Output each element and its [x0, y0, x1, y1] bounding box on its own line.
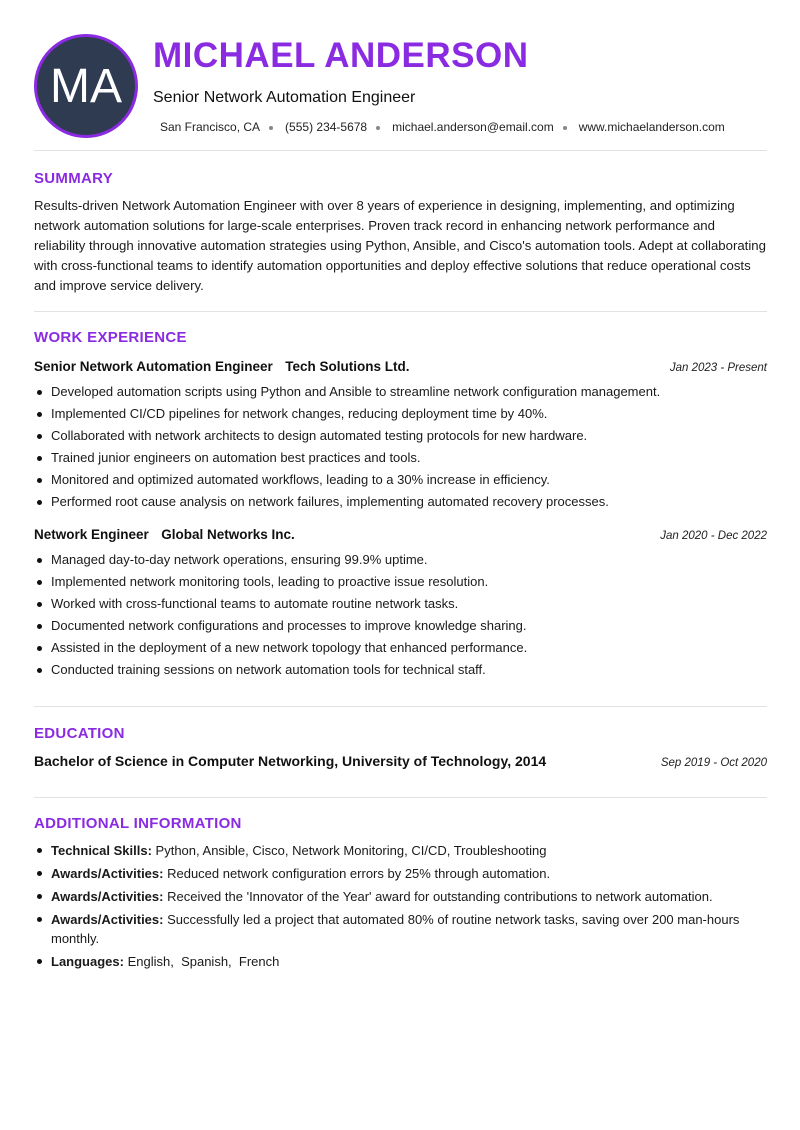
- list-item: Trained junior engineers on automation best practices and tools.: [34, 447, 767, 469]
- contact-row: [160, 120, 725, 134]
- additional-info-heading: ADDITIONAL INFORMATION: [34, 815, 242, 832]
- item-text: Received the 'Innovator of the Year' award for outstanding contributions to network automation.: [167, 889, 713, 904]
- list-item: Managed day-to-day network operations, ensuring 99.9% uptime.: [34, 549, 767, 571]
- avatar-initials: MA: [50, 59, 122, 113]
- item-label: Languages:: [51, 954, 124, 969]
- list-item: Performed root cause analysis on network failures, implementing automated recovery processes.: [34, 491, 767, 513]
- divider: [34, 311, 767, 312]
- list-item: [34, 887, 767, 906]
- list-item: Assisted in the deployment of a new network topology that enhanced performance.: [34, 637, 767, 659]
- item-text: Reduced network configuration errors by 25% through automation.: [167, 866, 551, 881]
- education-degree: Bachelor of Science in Computer Networking, University of Technology, 2014: [34, 753, 547, 769]
- divider: [34, 797, 767, 798]
- item-text: English, Spanish, French: [127, 954, 280, 969]
- job-header: [34, 526, 767, 544]
- list-item: [34, 910, 767, 948]
- divider: [34, 150, 767, 151]
- list-item: Collaborated with network architects to design automated testing protocols for new hardware.: [34, 425, 767, 447]
- summary-text: Results-driven Network Automation Engineer with over 8 years of experience in designing, implementing, and optimizing network automation solutions for large-scale enterprises. Proven track record in enhancing network performance and reliability through innovative automation strategies using Python, Ansible, and Cisco's automation tools. Adept at collaborating with cross-functional teams to identify automation opportunities and deploy effective solutions that reduce operational costs and improve service delivery.: [34, 198, 766, 293]
- job-bullets: [34, 549, 767, 681]
- list-item: [34, 952, 767, 971]
- job-title: Senior Network Automation Engineer: [153, 89, 416, 106]
- job-dates: Jan 2020 - Dec 2022: [660, 530, 767, 542]
- work-experience-heading: WORK EXPERIENCE: [34, 329, 187, 346]
- summary-heading: SUMMARY: [34, 170, 114, 187]
- list-item: Developed automation scripts using Python and Ansible to streamline network configuration management.: [34, 381, 767, 403]
- contact-phone[interactable]: (555) 234-5678: [285, 120, 368, 134]
- list-item: Worked with cross-functional teams to automate routine network tasks.: [34, 593, 767, 615]
- job-company: Global Networks Inc.: [161, 527, 295, 542]
- candidate-name: MICHAEL ANDERSON: [153, 36, 529, 75]
- item-text: Python, Ansible, Cisco, Network Monitoring, CI/CD, Troubleshooting: [155, 843, 547, 858]
- additional-info-list: [34, 841, 767, 975]
- list-item: Implemented CI/CD pipelines for network changes, reducing deployment time by 40%.: [34, 403, 767, 425]
- list-item: Monitored and optimized automated workflows, leading to a 30% increase in efficiency.: [34, 469, 767, 491]
- education-heading: EDUCATION: [34, 725, 125, 742]
- list-item: Implemented network monitoring tools, leading to proactive issue resolution.: [34, 571, 767, 593]
- separator-dot: [269, 126, 273, 130]
- education-dates: Sep 2019 - Oct 2020: [660, 757, 767, 769]
- contact-email[interactable]: michael.anderson@email.com: [392, 120, 554, 134]
- list-item: [34, 841, 767, 860]
- job-role: Network Engineer: [34, 527, 149, 542]
- list-item: Conducted training sessions on network automation tools for technical staff.: [34, 659, 767, 681]
- contact-website[interactable]: www.michaelanderson.com: [578, 120, 725, 134]
- education-row: [34, 753, 767, 769]
- job-company: Tech Solutions Ltd.: [285, 359, 410, 374]
- item-label: Awards/Activities:: [51, 912, 164, 927]
- item-label: Awards/Activities:: [51, 889, 164, 904]
- item-label: Awards/Activities:: [51, 866, 164, 881]
- divider: [34, 706, 767, 707]
- separator-dot: [376, 126, 380, 130]
- job-header: [34, 358, 767, 376]
- item-label: Technical Skills:: [51, 843, 152, 858]
- list-item: [34, 864, 767, 883]
- contact-location: San Francisco, CA: [160, 120, 261, 134]
- avatar: [34, 34, 138, 138]
- job-role: Senior Network Automation Engineer: [34, 359, 273, 374]
- item-text: Successfully led a project that automated 80% of routine network tasks, saving over 200 man-hours monthly.: [51, 912, 740, 946]
- separator-dot: [563, 126, 567, 130]
- job-dates: Jan 2023 - Present: [669, 362, 767, 374]
- job-bullets: [34, 381, 767, 513]
- list-item: Documented network configurations and processes to improve knowledge sharing.: [34, 615, 767, 637]
